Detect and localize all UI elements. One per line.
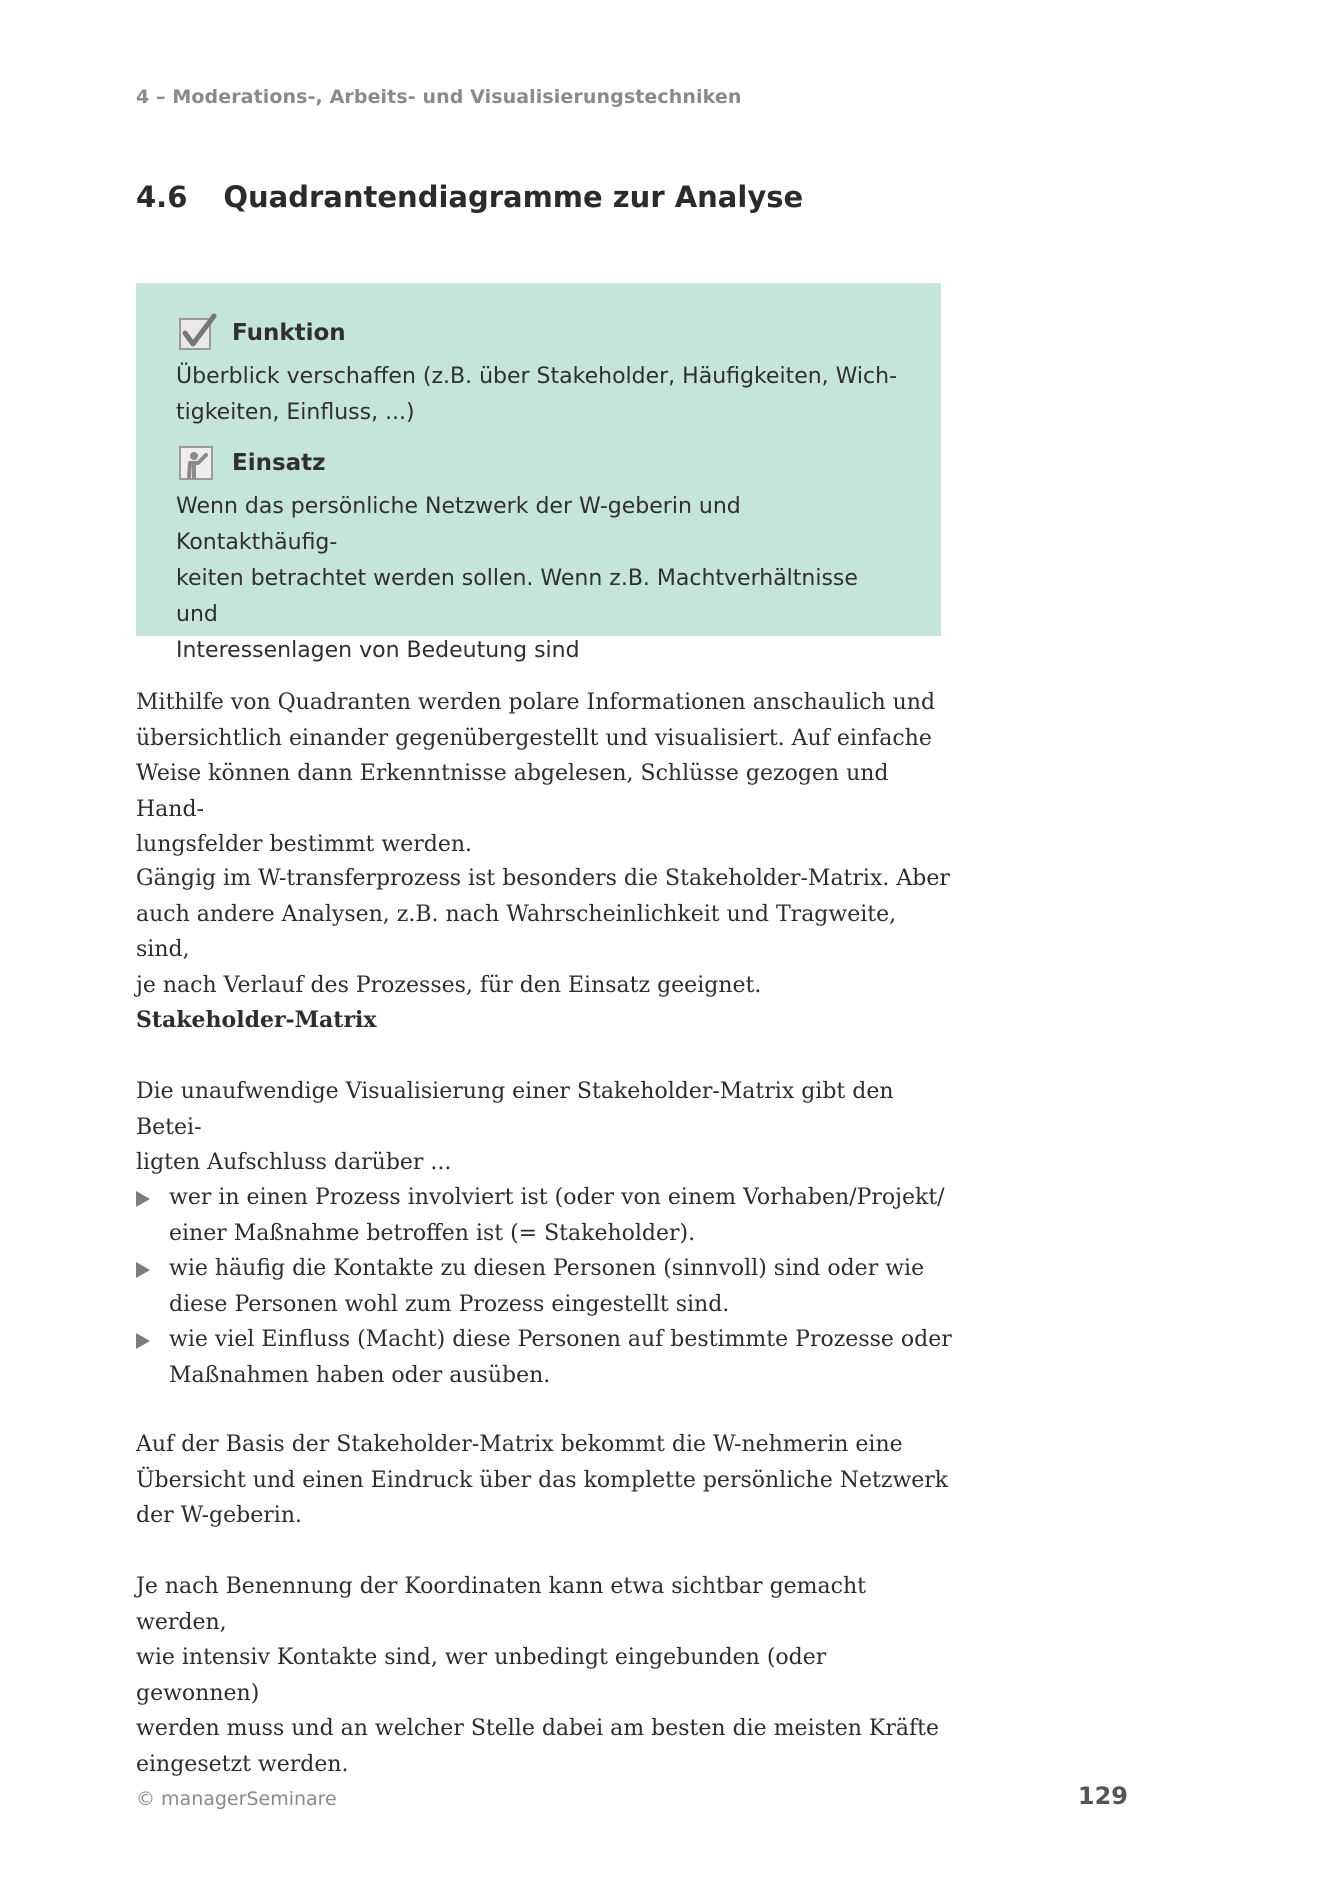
einsatz-text	[176, 489, 901, 669]
info-box	[136, 283, 941, 663]
text-line: Auf der Basis der Stakeholder-Matrix bekommt die W-nehmerin eine	[136, 1432, 903, 1457]
text-line: wie viel Einfluss (Macht) diese Personen auf bestimmte Prozesse oder	[169, 1327, 952, 1352]
running-head: 4 – Moderations-, Arbeits- und Visualisierungstechniken	[136, 86, 742, 108]
section-title: Quadrantendiagramme zur Analyse	[223, 180, 804, 214]
text-line: diese Personen wohl zum Prozess eingestellt sind.	[169, 1291, 730, 1317]
checkbox-check-icon	[176, 313, 218, 353]
text-line: Überblick verschaffen (z.B. über Stakeholder, Häufigkeiten, Wich-	[176, 364, 898, 389]
text-line: lungsfelder bestimmt werden.	[136, 832, 473, 857]
paragraph-2	[136, 861, 956, 1003]
paragraph-3	[136, 1074, 956, 1181]
text-line: Maßnahmen haben oder ausüben.	[169, 1362, 551, 1388]
paragraph-4	[136, 1427, 956, 1534]
text-line: tigkeiten, Einfluss, ...)	[176, 400, 415, 425]
text-line: Weise können dann Erkenntnisse abgelesen, Schlüsse gezogen und Hand-	[136, 761, 889, 822]
paragraph-1	[136, 685, 956, 863]
text-line: ligten Aufschluss darüber ...	[136, 1150, 452, 1175]
text-line: Interessenlagen von Bedeutung sind	[176, 638, 580, 663]
text-line: wer in einen Prozess involviert ist (oder von einem Vorhaben/Projekt/	[169, 1185, 945, 1210]
text-line: eingesetzt werden.	[136, 1751, 349, 1777]
section-heading	[136, 180, 803, 214]
funktion-label: Funktion	[232, 320, 346, 346]
presenter-icon	[176, 443, 218, 483]
text-line: werden muss und an welcher Stelle dabei am besten die meisten Kräfte	[136, 1716, 939, 1741]
funktion-heading	[176, 313, 901, 353]
section-number: 4.6	[136, 180, 188, 214]
triangle-bullet-icon	[136, 1333, 150, 1349]
copyright-notice: © managerSeminare	[136, 1788, 337, 1810]
list-item	[136, 1322, 956, 1393]
text-line: wie häufig die Kontakte zu diesen Personen (sinnvoll) sind oder wie	[169, 1256, 925, 1281]
text-line: der W-geberin.	[136, 1503, 302, 1528]
einsatz-label: Einsatz	[232, 450, 326, 476]
text-line: Gängig im W-transferprozess ist besonders die Stakeholder-Matrix. Aber	[136, 866, 950, 891]
text-line: wie intensiv Kontakte sind, wer unbedingt eingebunden (oder gewonnen)	[136, 1645, 827, 1706]
text-line: keiten betrachtet werden sollen. Wenn z.B. Machtverhältnisse und	[176, 566, 858, 627]
funktion-text	[176, 359, 901, 431]
text-line: übersichtlich einander gegenübergestellt und visualisiert. Auf einfache	[136, 725, 932, 751]
text-line: je nach Verlauf des Prozesses, für den Einsatz geeignet.	[136, 972, 762, 998]
subheading: Stakeholder-Matrix	[136, 1007, 377, 1033]
paragraph-5	[136, 1569, 956, 1782]
list-item	[136, 1251, 956, 1322]
text-line: auch andere Analysen, z.B. nach Wahrscheinlichkeit und Tragweite, sind,	[136, 901, 897, 962]
list-item	[136, 1180, 956, 1251]
einsatz-heading	[176, 443, 901, 483]
bullet-list	[136, 1180, 956, 1393]
text-line: Die unaufwendige Visualisierung einer Stakeholder-Matrix gibt den Betei-	[136, 1079, 894, 1140]
text-line: einer Maßnahme betroffen ist (= Stakeholder).	[169, 1220, 696, 1246]
text-line: Je nach Benennung der Koordinaten kann etwa sichtbar gemacht werden,	[136, 1574, 866, 1635]
triangle-bullet-icon	[136, 1191, 150, 1207]
text-line: Wenn das persönliche Netzwerk der W-geberin und Kontakthäufig-	[176, 494, 741, 555]
triangle-bullet-icon	[136, 1262, 150, 1278]
page-number: 129	[1077, 1782, 1128, 1810]
text-line: Übersicht und einen Eindruck über das komplette persönliche Netzwerk	[136, 1467, 949, 1493]
text-line: Mithilfe von Quadranten werden polare Informationen anschaulich und	[136, 690, 936, 715]
